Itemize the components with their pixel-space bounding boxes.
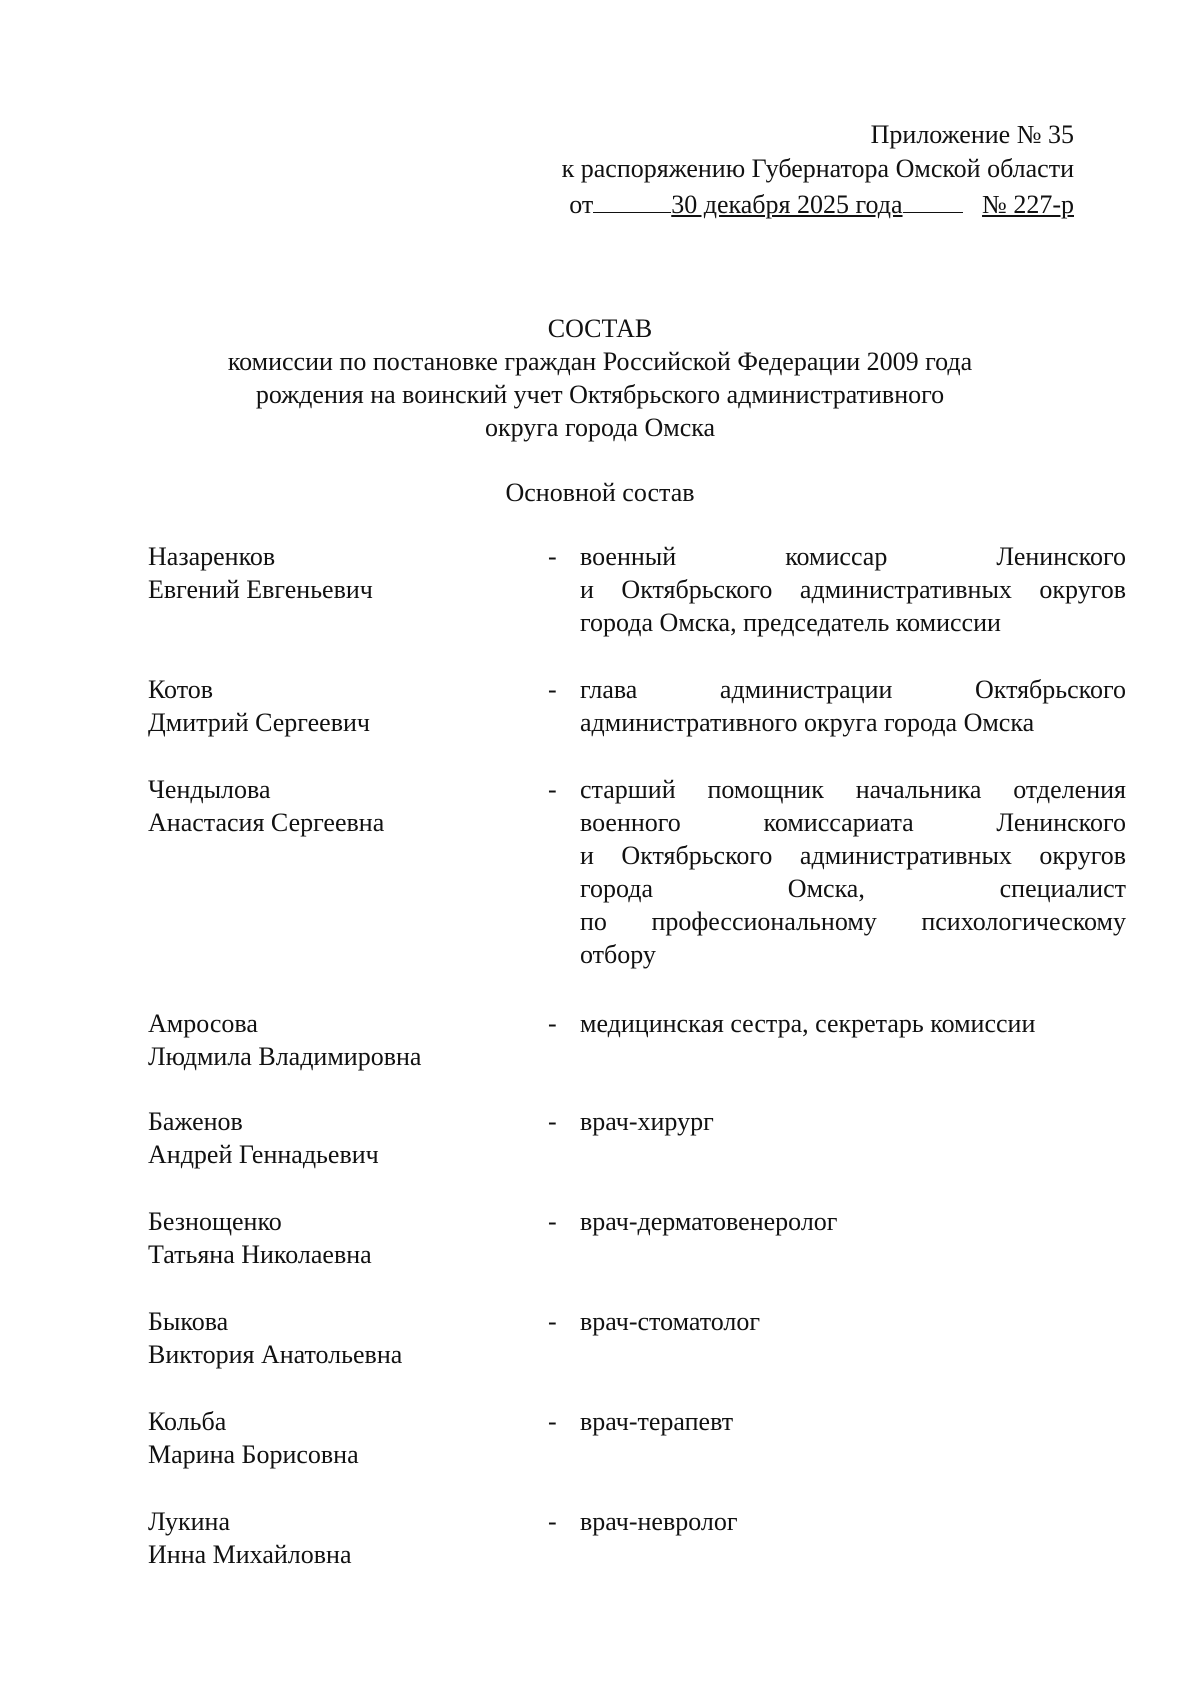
member-role-line: врач-терапевт (580, 1407, 734, 1436)
member-name (148, 1205, 548, 1271)
member-dash: - (548, 1407, 557, 1436)
member-name (148, 673, 548, 739)
title-line-3: округа города Омска (484, 413, 716, 442)
document-title (0, 312, 1200, 444)
member-name (148, 540, 548, 606)
member-role-line: глава администрации Октябрьского (580, 675, 1126, 704)
member-role-line: военного комиссариата Ленинского (580, 808, 1126, 837)
member-given-names: Виктория Анатольевна (148, 1340, 403, 1369)
member-role-line: по профессиональному психологическому (580, 907, 1126, 936)
member-role (580, 773, 1126, 971)
member-role (580, 540, 1126, 639)
member-given-names: Евгений Евгеньевич (148, 575, 373, 604)
member-surname: Быкова (148, 1307, 229, 1336)
member-dash: - (548, 1009, 557, 1038)
member-given-names: Анастасия Сергеевна (148, 808, 385, 837)
member-given-names: Дмитрий Сергеевич (148, 708, 370, 737)
member-surname: Безнощенко (148, 1207, 282, 1236)
member-surname: Амросова (148, 1009, 258, 1038)
member-role-line: города Омска, специалист (580, 874, 1126, 903)
member-given-names: Людмила Владимировна (148, 1042, 422, 1071)
member-role (580, 1505, 1126, 1538)
member-role-line: административного округа города Омска (580, 708, 1035, 737)
member-role (580, 1105, 1126, 1138)
member-role (580, 1007, 1126, 1040)
member-surname: Чендылова (148, 775, 271, 804)
member-role-line: врач-дерматовенеролог (580, 1207, 838, 1236)
section-subtitle: Основной состав (505, 478, 695, 507)
member-role-line: и Октябрьского административных округов (580, 575, 1126, 604)
member-name (148, 1007, 548, 1073)
member-role (580, 673, 1126, 739)
date-prefix: от (569, 190, 594, 219)
member-role-line: военный комиссар Ленинского (580, 542, 1126, 571)
member-surname: Баженов (148, 1107, 243, 1136)
title-heading: СОСТАВ (547, 314, 653, 343)
member-name (148, 1405, 548, 1471)
member-given-names: Марина Борисовна (148, 1440, 359, 1469)
member-surname: Кольба (148, 1407, 227, 1436)
member-dash: - (548, 775, 557, 804)
member-role-line: врач-хирург (580, 1107, 714, 1136)
annex-reference: к распоряжению Губернатора Омской области (561, 154, 1074, 183)
member-name (148, 1305, 548, 1371)
title-line-1: комиссии по постановке граждан Российской Федерации 2009 года (227, 347, 973, 376)
annex-header (562, 118, 1074, 222)
member-dash: - (548, 1107, 557, 1136)
member-name (148, 1505, 548, 1571)
member-role-line: врач-невролог (580, 1507, 738, 1536)
member-role (580, 1205, 1126, 1238)
member-name (148, 1105, 548, 1171)
member-given-names: Татьяна Николаевна (148, 1240, 372, 1269)
member-role-line: врач-стоматолог (580, 1307, 761, 1336)
member-role-line: и Октябрьского административных округов (580, 841, 1126, 870)
decree-date: 30 декабря 2025 года (671, 190, 903, 219)
member-surname: Назаренков (148, 542, 276, 571)
annex-number: Приложение № 35 (870, 120, 1074, 149)
member-role (580, 1405, 1126, 1438)
member-dash: - (548, 542, 557, 571)
member-role (580, 1305, 1126, 1338)
member-surname: Лукина (148, 1507, 230, 1536)
member-dash: - (548, 1307, 557, 1336)
member-given-names: Инна Михайловна (148, 1540, 352, 1569)
member-dash: - (548, 675, 557, 704)
member-role-line: старший помощник начальника отделения (580, 775, 1126, 804)
annex-date-line (562, 186, 1074, 222)
title-line-2: рождения на воинский учет Октябрьского административного (255, 380, 945, 409)
date-blank-right (903, 186, 963, 213)
decree-number: № 227-р (982, 190, 1074, 219)
member-role-line: медицинская сестра, секретарь комиссии (580, 1009, 1036, 1038)
date-blank-left (593, 186, 671, 213)
member-role-line: города Омска, председатель комиссии (580, 608, 1001, 637)
member-name (148, 773, 548, 839)
member-role-line: отбору (580, 940, 656, 969)
member-surname: Котов (148, 675, 213, 704)
member-dash: - (548, 1507, 557, 1536)
member-dash: - (548, 1207, 557, 1236)
member-given-names: Андрей Геннадьевич (148, 1140, 379, 1169)
